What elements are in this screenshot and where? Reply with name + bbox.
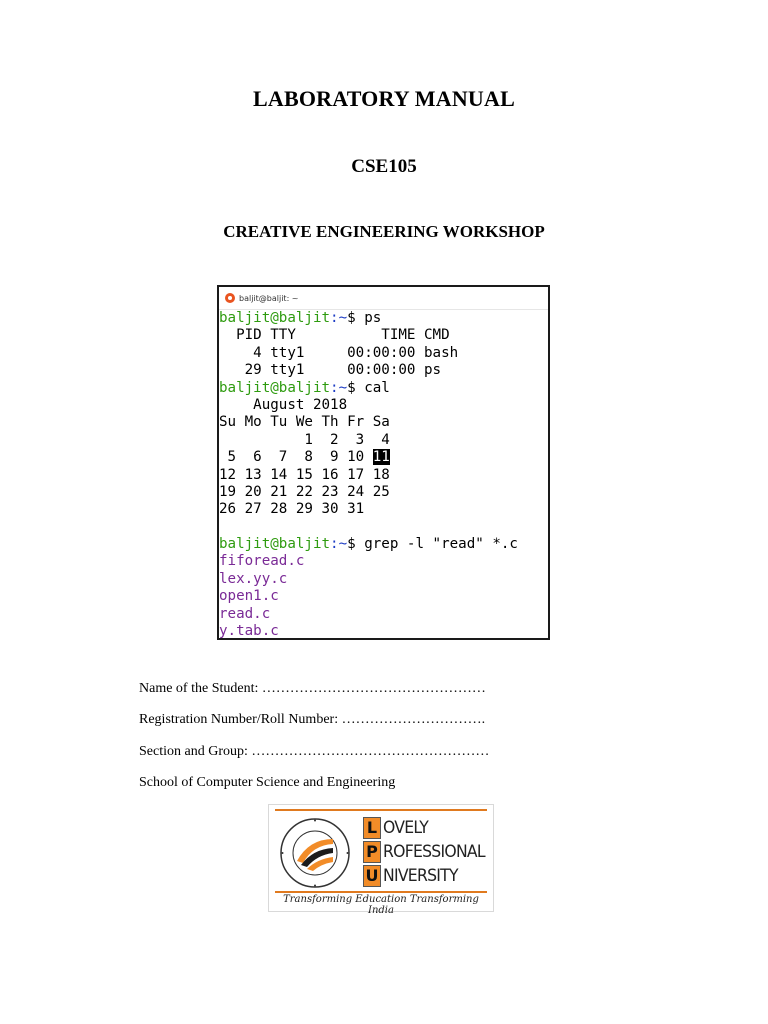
terminal-file-line: open1.c (219, 588, 279, 605)
terminal-window-title: baljit@baljit: ~ (239, 293, 299, 303)
calendar-week-line (219, 449, 548, 466)
university-seal-icon (279, 817, 351, 889)
terminal-file-line: fiforead.c (219, 553, 305, 570)
logo-row-professional (363, 841, 494, 863)
terminal-output-line: 4 tty1 00:00:00 bash (219, 344, 459, 361)
terminal-output-line: 19 20 21 22 23 24 25 (219, 483, 390, 500)
prompt-command: $ grep -l "read" *.c (347, 536, 518, 553)
terminal-output-line (219, 519, 548, 536)
logo-letter-u: U (363, 865, 381, 887)
manual-title: LABORATORY MANUAL (253, 86, 515, 111)
terminal-output-line: 29 tty1 00:00:00 ps (219, 362, 442, 379)
prompt-user: baljit@baljit (219, 310, 331, 326)
student-name-field: Name of the Student: ………………………………………… (139, 681, 486, 696)
logo-row-lovely (363, 817, 432, 839)
terminal-file-line: read.c (219, 605, 271, 622)
terminal-prompt-line (219, 380, 548, 397)
logo-top-rule (275, 809, 487, 811)
section-group-field: Section and Group: …………………………………………… (139, 744, 490, 759)
terminal-output-line: August 2018 (219, 396, 348, 413)
logo-letter-p: P (363, 841, 381, 863)
logo-tagline: Transforming Education Transforming India (283, 894, 479, 916)
terminal-prompt-line (219, 536, 548, 553)
terminal-file-line: y.tab.c (219, 623, 279, 640)
prompt-user: baljit@baljit (219, 536, 331, 553)
terminal-titlebar (219, 287, 548, 310)
logo-letter-l: L (363, 817, 381, 839)
terminal-output-line: 26 27 28 29 30 31 (219, 501, 365, 518)
terminal-output-line: 1 2 3 4 (219, 431, 390, 448)
calendar-today-highlight: 11 (372, 449, 390, 466)
terminal-screenshot (217, 285, 550, 640)
prompt-command: $ cal (347, 379, 390, 396)
terminal-output-line: 12 13 14 15 16 17 18 (219, 466, 390, 483)
logo-bottom-rule (275, 891, 487, 893)
terminal-output (219, 310, 548, 640)
prompt-user: baljit@baljit (219, 379, 331, 396)
terminal-prompt-line (219, 310, 548, 327)
terminal-file-line: lex.yy.c (219, 570, 288, 587)
ubuntu-icon (225, 293, 235, 303)
terminal-output-line: Su Mo Tu We Th Fr Sa (219, 414, 390, 431)
logo-word-university: NIVERSITY (383, 866, 458, 886)
prompt-path: :~ (330, 536, 348, 553)
course-code: CSE105 (351, 156, 417, 177)
logo-word-professional: ROFESSIONAL (383, 842, 485, 862)
school-name: School of Computer Science and Engineering (139, 775, 396, 790)
prompt-path: :~ (330, 310, 348, 326)
prompt-path: :~ (330, 379, 348, 396)
university-logo (268, 804, 494, 916)
registration-number-field: Registration Number/Roll Number: …………………………. (139, 712, 486, 727)
course-name: CREATIVE ENGINEERING WORKSHOP (223, 222, 545, 241)
terminal-output-line: PID TTY TIME CMD (219, 327, 450, 344)
logo-word-lovely: OVELY (383, 818, 429, 838)
logo-row-university (363, 865, 464, 887)
prompt-command: $ ps (347, 310, 382, 326)
calendar-days: 5 6 7 8 9 10 (219, 449, 373, 466)
